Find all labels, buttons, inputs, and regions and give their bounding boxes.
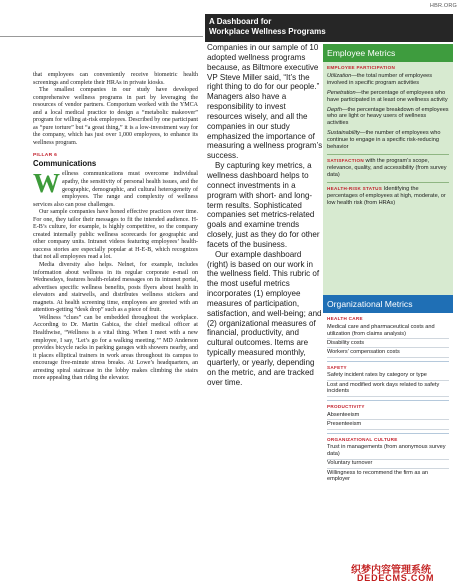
employee-metrics-body xyxy=(323,62,453,295)
metric-term: Depth xyxy=(327,106,342,113)
metric-utilization xyxy=(327,73,449,87)
metric-sustainability xyxy=(327,130,449,151)
metric-satisfaction xyxy=(327,158,449,179)
metric-item: Medical care and pharmaceutical costs and utilization (from claims analysis) xyxy=(327,323,449,339)
organizational-metrics-body xyxy=(323,313,453,487)
divider xyxy=(327,400,449,401)
article-column xyxy=(33,72,198,383)
paragraph: Media diversity also helps. Nelnet, for example, includes information about wellness in its regular corporate e-mail on Wednesdays, features health-related messages on its intranet portal, advertises specific wellness benefits, posts flyers about health in elevators and stairwells, and distributes wellness stickers and magnets. At health screening time, employees are greeted with an attention-getting “desk drop” such as a piece of fruit. xyxy=(33,262,198,314)
site-label: HBR.ORG xyxy=(429,3,457,9)
metric-item: Lost and modified work days related to safety incidents xyxy=(327,381,449,397)
divider xyxy=(327,433,449,434)
paragraph-text: ellness communications must overcome individual apathy, the sensitivity of personal health issues, and the geographic, demographic, and cultural heterogeneity of employees. The range and complexity of wellness services also can pose challenges. xyxy=(33,171,198,208)
metric-desc: —the percentage breakdown of employees who are light or heavy users of wellness activities xyxy=(327,106,449,127)
divider xyxy=(327,361,449,362)
metric-item: Disability costs xyxy=(327,339,449,348)
metric-term: Sustainability xyxy=(327,130,360,137)
health-risk-label: HEALTH-RISK STATUS xyxy=(327,185,383,191)
metric-desc: Identifying the percentages of employees at high, moderate, or low health risk (from HRAs) xyxy=(327,185,446,206)
paragraph: Wellness “clues” can be embedded throughout the workplace. According to Dr. Martin Gabica, the chief medical officer at Healthwise, “Wellness is a vital thing. When I meet with a new employee, I say, ‘Let’s go for a walking meeting.’” MD Anderson provides bicycle racks in parking garages with showers nearby, and it places elliptical trainers in work areas throughout its campus to encourage five-minute stress breaks. At Lowe’s headquarters, an arresting spiral staircase in the lobby makes climbing the stairs more appealing than riding the elevator. xyxy=(33,314,198,382)
productivity-label: PRODUCTIVITY xyxy=(327,404,365,410)
metric-item: Workers’ compensation costs xyxy=(327,348,449,357)
pillar-label: PILLAR 6 xyxy=(33,153,58,159)
employee-metrics-header: Employee Metrics xyxy=(323,44,453,62)
satisfaction-label: SATISFACTION xyxy=(327,157,364,163)
metric-item: Willingness to recommend the firm as an employer xyxy=(327,469,429,483)
metric-desc: —the number of employees who continue to engage in a specific risk-reducing behavior xyxy=(327,130,441,151)
paragraph: The smallest companies in our study have developed comprehensive wellness programs in part by leveraging the resources of vendor partners. Comporium worked with the YMCA and a local medical practice to design a “metabolic makeover” program for willing at-risk employees. Described by one participant as “pure torture” but “a great thing,” it is a low-investment way for the company, which has just over 1,000 employees, to enhance its wellness program. xyxy=(33,87,198,146)
metric-health-risk xyxy=(327,186,449,207)
safety-label: SAFETY xyxy=(327,364,347,370)
metric-term: Penetration xyxy=(327,89,356,96)
watermark-url: DEDECMS.COM xyxy=(357,573,435,583)
watermark-text: 织梦内容管理系统 xyxy=(351,565,431,576)
health-care-label: HEALTH CARE xyxy=(327,316,363,321)
metric-desc: —the percentage of employees who have participated in at least one wellness activity xyxy=(327,89,448,103)
metric-desc: —the total number of employees involved in specific program activities xyxy=(327,72,433,86)
paragraph: Companies in our sample of 10 adopted wellness programs because, as Biltmore executive VP Steve Miller said, “It’s the right thing to do for our people.” Managers also have a responsibility to invest resources wisely, and all the companies in our study emphasized the importance of measuring a wellness program’s success. xyxy=(207,43,323,161)
top-rule xyxy=(0,36,203,37)
paragraph: Our example dashboard (right) is based on our work in the wellness field. This rubric of the most useful metrics incorporates (1) employee measures of participation, satisfaction, and well-being; and (2) organizational measures of financial, productivity, and cultural outcomes. Items are typically measured monthly, quarterly, or yearly, depending on the metric, and are tracked over time. xyxy=(207,249,322,387)
paragraph xyxy=(33,168,198,209)
metric-item: Absenteeism xyxy=(327,411,449,420)
metrics-panel xyxy=(323,44,453,487)
metric-item: Trust in managements (from anonymous survey data) xyxy=(327,443,449,459)
banner-title-line1: A Dashboard for xyxy=(209,17,272,26)
section-heading: Communications xyxy=(33,159,97,169)
metric-item: Presenteeism xyxy=(327,420,449,429)
paragraph: Our sample companies have honed effective practices over time. For one, they tailor their messages to fit the intended audience. H-E-B’s culture, for example, is highly competitive, so the company created internally public wellness scorecards for geographic and other company units. Intranet videos featuring employees’ health-success stories are especially popular at H-E-B, which recognizes that not all employees read a lot. xyxy=(33,209,198,261)
paragraph: By capturing key metrics, a wellness dashboard helps to connect investments in a program with short- and long-term results. Sophisticated companies set metrics-related goals and examine trends closely, just as they do for other facets of the business. xyxy=(207,161,320,249)
culture-label: ORGANIZATIONAL CULTURE xyxy=(327,436,398,442)
paragraph: that employees can conveniently receive biometric health screenings and complete their HRAs in private kiosks. xyxy=(33,72,198,86)
metric-item: Voluntary turnover xyxy=(327,460,449,469)
sidebar-text-column xyxy=(207,43,323,388)
metric-item: Safety incident rates by category or type xyxy=(327,372,449,381)
metric-penetration xyxy=(327,90,449,104)
divider xyxy=(327,182,449,183)
drop-cap: W xyxy=(33,168,60,199)
organizational-metrics-header: Organizational Metrics xyxy=(323,295,453,313)
metric-desc: with the program’s scope, relevance, quality, and accessibility (from survey data) xyxy=(327,157,447,178)
participation-label: EMPLOYEE PARTICIPATION xyxy=(327,65,396,70)
metric-term: Utilization xyxy=(327,72,352,79)
sidebar-banner xyxy=(205,14,453,42)
banner-title-line2: Workplace Wellness Programs xyxy=(209,27,326,36)
divider xyxy=(327,154,449,155)
metric-depth xyxy=(327,107,449,128)
